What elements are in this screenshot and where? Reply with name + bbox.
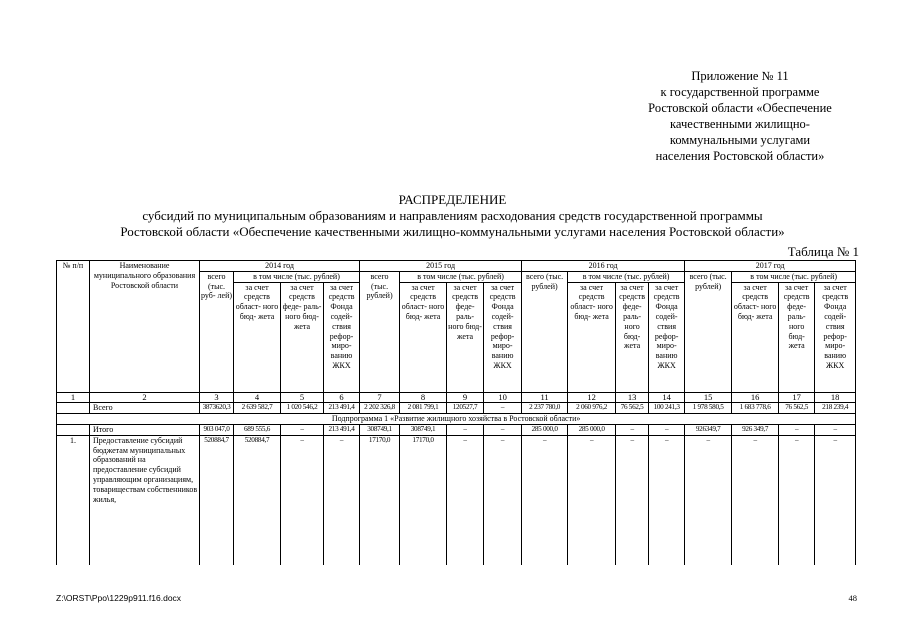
header-federal: за счет средств феде- раль- ного бюд- жета [447, 282, 484, 392]
header-fund: за счет средств Фонда содей- ствия рефор- миро- ванию ЖКХ [815, 282, 856, 392]
appendix-block [560, 68, 905, 164]
value-cell: 2 081 799,1 [400, 403, 447, 414]
header-federal: за счет средств феде- раль- ного бюд- жета [281, 282, 324, 392]
value-cell: 2 202 326,8 [360, 403, 400, 414]
header-incl: в том числе (тыс. рублей) [234, 271, 360, 282]
header-year: 2016 год [522, 261, 685, 272]
column-number: 14 [649, 392, 685, 403]
value-cell: – [484, 424, 522, 435]
header-regional: за счет средств област- ного бюд- жета [400, 282, 447, 392]
value-cell: – [522, 435, 568, 565]
footer-page-number: 48 [848, 593, 857, 603]
value-cell: 1 020 546,2 [281, 403, 324, 414]
item-row [57, 435, 856, 565]
appendix-line: Приложение № 11 [691, 69, 789, 83]
header-fund: за счет средств Фонда содей- ствия рефор- миро- ванию ЖКХ [324, 282, 360, 392]
header-federal: за счет средств феде- раль- ного бюд- жета [779, 282, 815, 392]
column-number: 6 [324, 392, 360, 403]
value-cell: 17170,0 [360, 435, 400, 565]
header-total: всего (тыс. рублей) [685, 271, 732, 392]
document-subtitle-line-1: субсидий по муниципальным образованиям и направлениям расходования средств государственной программы [142, 208, 763, 223]
value-cell: – [447, 435, 484, 565]
column-number: 12 [568, 392, 616, 403]
value-cell: 2 237 780,0 [522, 403, 568, 414]
value-cell: 520884,7 [200, 435, 234, 565]
value-cell: 1 978 580,5 [685, 403, 732, 414]
value-cell: – [281, 424, 324, 435]
column-number: 4 [234, 392, 281, 403]
value-cell: 3873620,3 [200, 403, 234, 414]
header-regional: за счет средств област- ного бюд- жета [234, 282, 281, 392]
header-fund: за счет средств Фонда содей- ствия рефор- миро- ванию ЖКХ [484, 282, 522, 392]
value-cell: 100 241,3 [649, 403, 685, 414]
value-cell: – [324, 435, 360, 565]
column-number: 17 [779, 392, 815, 403]
total-row-no [57, 403, 90, 414]
value-cell: 308749,1 [400, 424, 447, 435]
itogo-row-label: Итого [90, 424, 200, 435]
header-fund: за счет средств Фонда содей- ствия рефор- миро- ванию ЖКХ [649, 282, 685, 392]
column-number: 18 [815, 392, 856, 403]
appendix-line: населения Ростовской области» [655, 149, 825, 163]
value-cell: – [447, 424, 484, 435]
header-col-no: № п/п [57, 261, 90, 393]
footer-file-path: Z:\ORST\Ppo\1229p911.f16.docx [56, 593, 182, 603]
value-cell: 218 239,4 [815, 403, 856, 414]
header-incl: в том числе (тыс. рублей) [400, 271, 522, 282]
value-cell: – [616, 424, 649, 435]
column-number: 16 [732, 392, 779, 403]
value-cell: 285 000,0 [522, 424, 568, 435]
header-row-years [57, 261, 856, 272]
item-name: Предоставление субсидий бюджетам муниципальных образований на предоставление субсидий управляющим организациям, товариществам собственников жилья, [90, 435, 200, 565]
itogo-row [57, 424, 856, 435]
column-number: 1 [57, 392, 90, 403]
value-cell: – [616, 435, 649, 565]
value-cell: 213 491,4 [324, 424, 360, 435]
appendix-line: Ростовской области «Обеспечение [648, 101, 832, 115]
value-cell: – [568, 435, 616, 565]
total-row-label: Всего [90, 403, 200, 414]
column-number: 3 [200, 392, 234, 403]
header-year: 2014 год [200, 261, 360, 272]
value-cell: 1 683 778,6 [732, 403, 779, 414]
value-cell: 308749,1 [360, 424, 400, 435]
value-cell: 213 491,4 [324, 403, 360, 414]
header-regional: за счет средств област- ного бюд- жета [568, 282, 616, 392]
header-year: 2015 год [360, 261, 522, 272]
column-number: 11 [522, 392, 568, 403]
table-number: Таблица № 1 [787, 244, 859, 259]
value-cell: 2 060 976,2 [568, 403, 616, 414]
value-cell: 17170,0 [400, 435, 447, 565]
column-number: 5 [281, 392, 324, 403]
appendix-line: качественными жилищно- [670, 117, 810, 131]
document-subtitle-line-2: Ростовской области «Обеспечение качественными жилищно-коммунальными услугами населения Ростовской области» [120, 224, 785, 239]
subprogram-title: Подпрограмма 1 «Развитие жилищного хозяйства в Ростовской области» [57, 414, 856, 425]
value-cell: 76 562,5 [616, 403, 649, 414]
subprogram-row [57, 414, 856, 425]
value-cell: – [649, 435, 685, 565]
value-cell: 520884,7 [234, 435, 281, 565]
value-cell: – [649, 424, 685, 435]
value-cell: 926349,7 [685, 424, 732, 435]
value-cell: 926 349,7 [732, 424, 779, 435]
column-number: 15 [685, 392, 732, 403]
value-cell: – [281, 435, 324, 565]
total-row [57, 403, 856, 414]
header-regional: за счет средств област- ного бюд- жета [732, 282, 779, 392]
itogo-row-no [57, 424, 90, 435]
value-cell: – [815, 424, 856, 435]
header-col-name: Наименование муниципального образования Ростовской области [90, 261, 200, 393]
item-number: 1. [57, 435, 90, 565]
header-federal: за счет средств феде- раль- ного бюд- жета [616, 282, 649, 392]
value-cell: – [484, 435, 522, 565]
value-cell: 903 047,0 [200, 424, 234, 435]
value-cell: – [685, 435, 732, 565]
appendix-line: коммунальными услугами [669, 133, 811, 147]
column-number: 9 [447, 392, 484, 403]
value-cell: – [779, 424, 815, 435]
column-number: 8 [400, 392, 447, 403]
value-cell: 120527,7 [447, 403, 484, 414]
column-number-row [57, 392, 856, 403]
value-cell: – [815, 435, 856, 565]
header-total: всего (тыс. руб- лей) [200, 271, 234, 392]
column-number: 2 [90, 392, 200, 403]
document-title: РАСПРЕДЕЛЕНИЕ [398, 192, 507, 207]
header-total: всего (тыс. рублей) [522, 271, 568, 392]
value-cell: – [484, 403, 522, 414]
header-year: 2017 год [685, 261, 856, 272]
appendix-line: к государственной программе [660, 85, 820, 99]
column-number: 7 [360, 392, 400, 403]
value-cell: – [779, 435, 815, 565]
document-heading [0, 192, 905, 240]
value-cell: 76 562,5 [779, 403, 815, 414]
value-cell: 2 639 582,7 [234, 403, 281, 414]
column-number: 13 [616, 392, 649, 403]
header-incl: в том числе (тыс. рублей) [568, 271, 685, 282]
header-total: всего (тыс. рублей) [360, 271, 400, 392]
value-cell: 689 555,6 [234, 424, 281, 435]
value-cell: – [732, 435, 779, 565]
value-cell: 285 000,0 [568, 424, 616, 435]
header-incl: в том числе (тыс. рублей) [732, 271, 856, 282]
distribution-table [56, 260, 856, 565]
column-number: 10 [484, 392, 522, 403]
